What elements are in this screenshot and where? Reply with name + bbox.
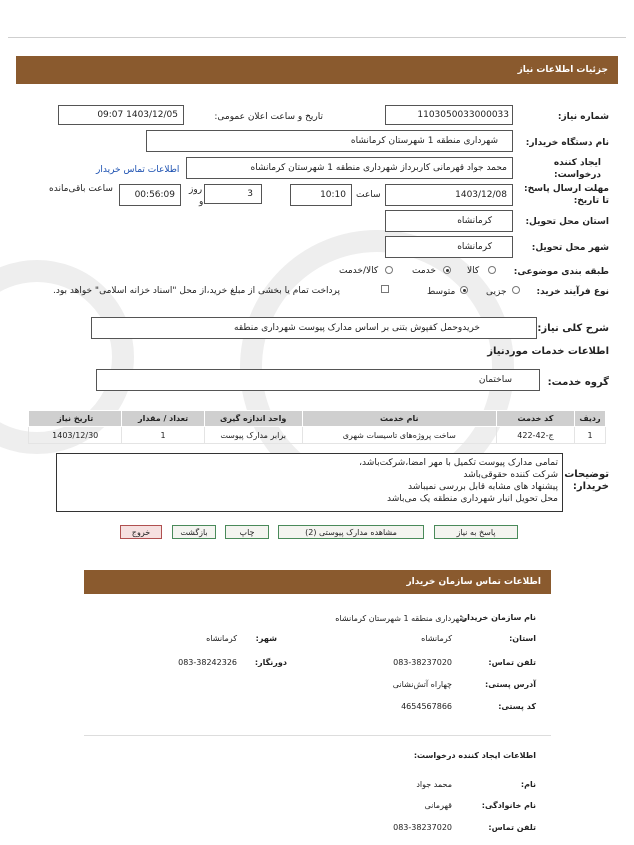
- services-table: [28, 410, 606, 444]
- buyer-province-value: کرمانشاه: [421, 634, 452, 643]
- process-label: نوع فرآیند خرید:: [536, 287, 609, 297]
- deadline-time-field: 10:10: [290, 184, 352, 206]
- cell-code: ج-42-422: [496, 427, 574, 444]
- creator-label: ایجاد کننده درخواست:: [553, 158, 601, 180]
- and-label: و: [199, 197, 204, 207]
- process-radio-minor[interactable]: [512, 286, 520, 294]
- category-radio-goods[interactable]: [488, 266, 496, 274]
- creator-contact-title: اطلاعات ایجاد کننده درخواست:: [413, 751, 536, 760]
- creator-last-value: قهرمانی: [424, 801, 452, 810]
- category-option-goods-service: کالا/خدمت: [339, 266, 379, 276]
- note-line: شرکت کننده حقوقی‌باشد: [463, 470, 558, 480]
- process-option-minor: جزیی: [486, 287, 507, 297]
- payment-note: پرداخت تمام یا بخشی از مبلغ خرید،از محل "اسناد خزانه اسلامی" خواهد بود.: [53, 286, 341, 296]
- note-line: تمامی مدارک پیوست تکمیل با مهر امضا،شرکت‌باشد،: [359, 458, 558, 468]
- need-number-label: شماره نیاز:: [557, 112, 609, 122]
- note-line: محل تحویل انبار شهرداری منطقه یک می‌باشد: [387, 494, 558, 504]
- print-button[interactable]: چاپ: [225, 525, 269, 539]
- creator-first-value: محمد جواد: [416, 780, 452, 789]
- days-label: روز: [189, 185, 203, 195]
- buyer-postal-value: 4654567866: [401, 702, 452, 711]
- col-qty: تعداد / مقدار: [122, 411, 204, 427]
- buyer-phone-label: تلفن تماس:: [488, 658, 536, 667]
- buyer-fax-value: 083-38242326: [178, 658, 237, 667]
- col-code: کد خدمت: [496, 411, 574, 427]
- creator-field: محمد جواد قهرمانی کاربرداز شهرداری منطقه 1 شهرستان کرمانشاه: [186, 157, 513, 179]
- announce-field: 1403/12/05 09:07: [58, 105, 184, 125]
- buyer-province-label: استان:: [509, 634, 536, 643]
- buyer-org-label: نام سازمان خریدار:: [459, 613, 536, 622]
- city-field: کرمانشاه: [385, 236, 513, 258]
- announce-label: تاریخ و ساعت اعلان عمومی:: [214, 112, 323, 122]
- cell-qty: 1: [122, 427, 204, 444]
- buyer-city-value: کرمانشاه: [206, 634, 237, 643]
- col-row: ردیف: [574, 411, 605, 427]
- cell-row: 1: [574, 427, 605, 444]
- buyer-org-field: شهرداری منطقه 1 شهرستان کرمانشاه: [146, 130, 513, 152]
- exit-button[interactable]: خروج: [120, 525, 162, 539]
- city-label: شهر محل تحویل:: [531, 243, 609, 253]
- category-label: طبقه بندی موضوعی:: [513, 267, 609, 277]
- table-row: [29, 427, 606, 444]
- province-field: کرمانشاه: [385, 210, 513, 232]
- buyer-city-label: شهر:: [255, 634, 277, 643]
- reply-button[interactable]: پاسخ به نیاز: [434, 525, 518, 539]
- table-header-row: [29, 411, 606, 427]
- cell-unit: برابر مدارک پیوست: [204, 427, 302, 444]
- category-option-goods: کالا: [467, 266, 480, 276]
- summary-field: خریدوحمل کفپوش بتنی بر اساس مدارک پیوست شهرداری منطقه: [91, 317, 537, 339]
- buyer-org-label: نام دستگاه خریدار:: [525, 138, 609, 148]
- col-date: تاریخ نیاز: [29, 411, 122, 427]
- buyer-org-value: شهرداری منطقه 1 شهرستان کرمانشاه: [335, 614, 466, 623]
- category-radio-goods-service[interactable]: [385, 266, 393, 274]
- remaining-label: ساعت باقی‌مانده: [49, 184, 113, 194]
- buyer-phone-value: 083-38237020: [393, 658, 452, 667]
- summary-label: شرح کلی نیاز:: [537, 323, 609, 334]
- days-field: 3: [204, 184, 262, 204]
- buyer-contact-link[interactable]: اطلاعات تماس خریدار: [96, 165, 180, 175]
- buyer-contact-title: اطلاعات تماس سازمان خریدار: [406, 577, 541, 587]
- note-line: پیشنهاد های مشابه قابل بررسی نمیباشد: [408, 482, 558, 492]
- buyer-contact-header: [84, 570, 551, 594]
- buyer-address-value: چهاراه آتش‌نشانی: [392, 680, 452, 689]
- creator-phone-label: تلفن تماس:: [488, 823, 536, 832]
- need-number-field: 1103050033000033: [385, 105, 513, 125]
- deadline-date-field: 1403/12/08: [385, 184, 513, 206]
- remaining-time-field: 00:56:09: [119, 184, 181, 206]
- services-section-title: اطلاعات خدمات موردنیاز: [487, 346, 609, 357]
- creator-last-label: نام خانوادگی:: [481, 801, 536, 810]
- page-title: جزئیات اطلاعات نیاز: [517, 65, 608, 75]
- top-divider: [8, 37, 626, 38]
- notes-field: [56, 453, 563, 512]
- category-option-service: خدمت: [412, 266, 436, 276]
- creator-phone-value: 083-38237020: [393, 823, 452, 832]
- service-group-label: گروه خدمت:: [547, 377, 609, 388]
- buyer-postal-label: کد پستی:: [498, 702, 536, 711]
- col-unit: واحد اندازه گیری: [204, 411, 302, 427]
- cell-date: 1403/12/30: [29, 427, 122, 444]
- deadline-label: مهلت ارسال پاسخ: تا تاریخ:: [524, 184, 609, 206]
- attachments-button[interactable]: مشاهده مدارک پیوستی (2): [278, 525, 424, 539]
- province-label: استان محل تحویل:: [525, 217, 609, 227]
- creator-first-label: نام:: [520, 780, 536, 789]
- cell-name: ساخت پروژه‌های تاسیسات شهری: [302, 427, 496, 444]
- category-radio-service[interactable]: [443, 266, 451, 274]
- hour-label: ساعت: [356, 190, 381, 200]
- buyer-fax-label: دورنگار:: [254, 658, 287, 667]
- back-button[interactable]: بازگشت: [172, 525, 216, 539]
- service-group-field: ساختمان: [96, 369, 540, 391]
- process-option-medium: متوسط: [427, 287, 456, 297]
- details-header: [16, 56, 618, 84]
- col-name: نام خدمت: [302, 411, 496, 427]
- payment-checkbox[interactable]: [381, 285, 389, 293]
- notes-label: توضیحات خریدار:: [564, 469, 609, 492]
- buyer-address-label: آدرس پستی:: [485, 680, 536, 689]
- creator-divider: [84, 735, 551, 736]
- process-radio-medium[interactable]: [460, 286, 468, 294]
